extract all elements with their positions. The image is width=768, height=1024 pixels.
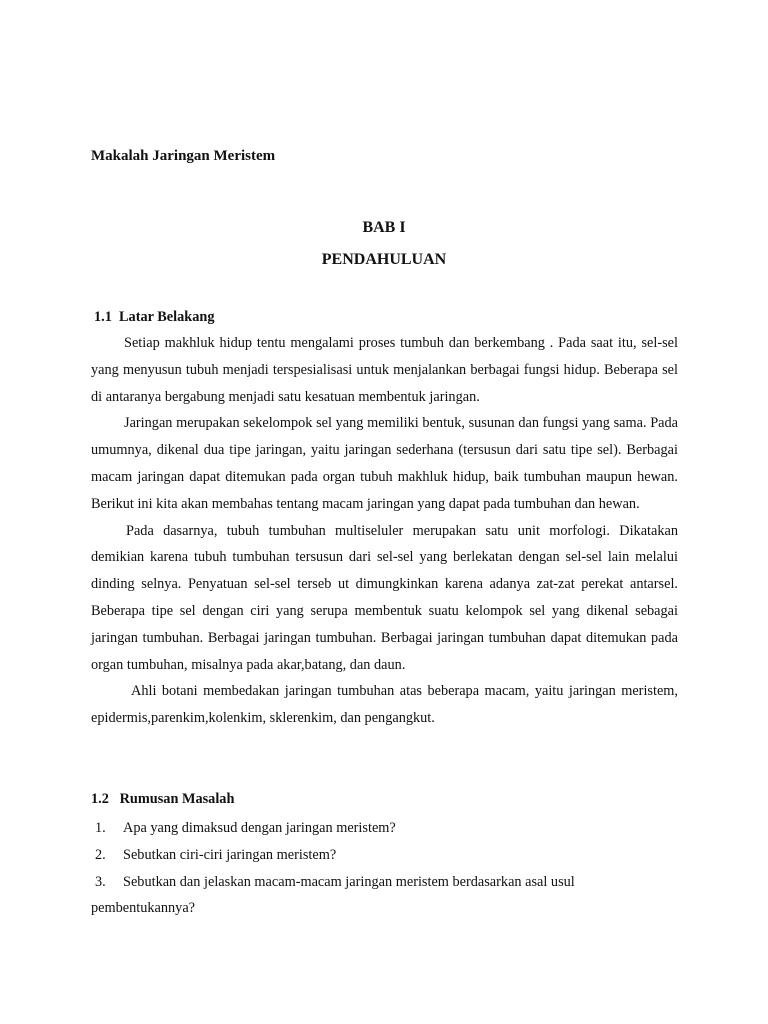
list-item-text: Sebutkan ciri-ciri jaringan meristem? — [123, 846, 337, 863]
document-title: Makalah Jaringan Meristem — [91, 148, 276, 164]
list-item-number: 1. — [95, 820, 106, 836]
chapter-number: BAB I — [362, 219, 406, 236]
list-item-continuation: pembentukannya? — [91, 900, 196, 917]
paragraph: Ahli botani membedakan jaringan tumbuhan atas beberapa macam, yaitu jaringan meristem, epidermis,parenkim,kolenkim, sklerenkim, dan pengangkut. — [91, 683, 678, 727]
list-item — [91, 815, 678, 842]
paragraph: Jaringan merupakan sekelompok sel yang memiliki bentuk, susunan dan fungsi yang sama. Pada umumnya, dikenal dua tipe jaringan, yaitu jaringan sederhana (tersusun dari satu tipe sel). Berbagai macam jaringan dapat ditemukan pada organ tubuh makhluk hidup, baik tumbuhan maupun hewan. Berikut ini kita akan membahas tentang macam jaringan yang dapat pada tumbuhan dan hewan. — [91, 415, 678, 512]
section-body-latar-belakang — [91, 330, 678, 732]
section-heading-rumusan-masalah: 1.2 Rumusan Masalah — [91, 791, 235, 807]
list-item-text: Sebutkan dan jelaskan macam-macam jaringan meristem berdasarkan asal usul — [123, 873, 575, 890]
list-item-text: Apa yang dimaksud dengan jaringan meristem? — [123, 820, 396, 836]
chapter-title: PENDAHULUAN — [321, 251, 447, 268]
question-list — [91, 815, 678, 922]
list-item-number: 2. — [95, 846, 106, 863]
list-item — [91, 869, 678, 896]
paragraph: Setiap makhluk hidup tentu mengalami proses tumbuh dan berkembang . Pada saat itu, sel-sel yang menyusun tubuh menjadi terspesialisasi untuk menjalankan berbagai fungsi hidup. Beberapa sel di antaranya bergabung menjadi satu kesatuan membentuk jaringan. — [91, 335, 678, 405]
section-heading-latar-belakang: 1.1 Latar Belakang — [94, 309, 215, 325]
list-item — [91, 842, 678, 869]
list-item-number: 3. — [95, 873, 106, 890]
paragraph: Pada dasarnya, tubuh tumbuhan multiseluler merupakan satu unit morfologi. Dikatakan demikian karena tubuh tumbuhan tersusun dari sel-sel yang berlekatan dengan sel-sel lain melalui dinding selnya. Penyatuan sel-sel terseb ut dimungkinkan karena adanya zat-zat perekat antarsel. Beberapa tipe sel dengan ciri yang serupa membentuk suatu kelompok sel yang dikenal sebagai jaringan tumbuhan. Berbagai jaringan tumbuhan. Berbagai jaringan tumbuhan dapat ditemukan pada organ tumbuhan, misalnya pada akar,batang, dan daun. — [91, 522, 678, 673]
